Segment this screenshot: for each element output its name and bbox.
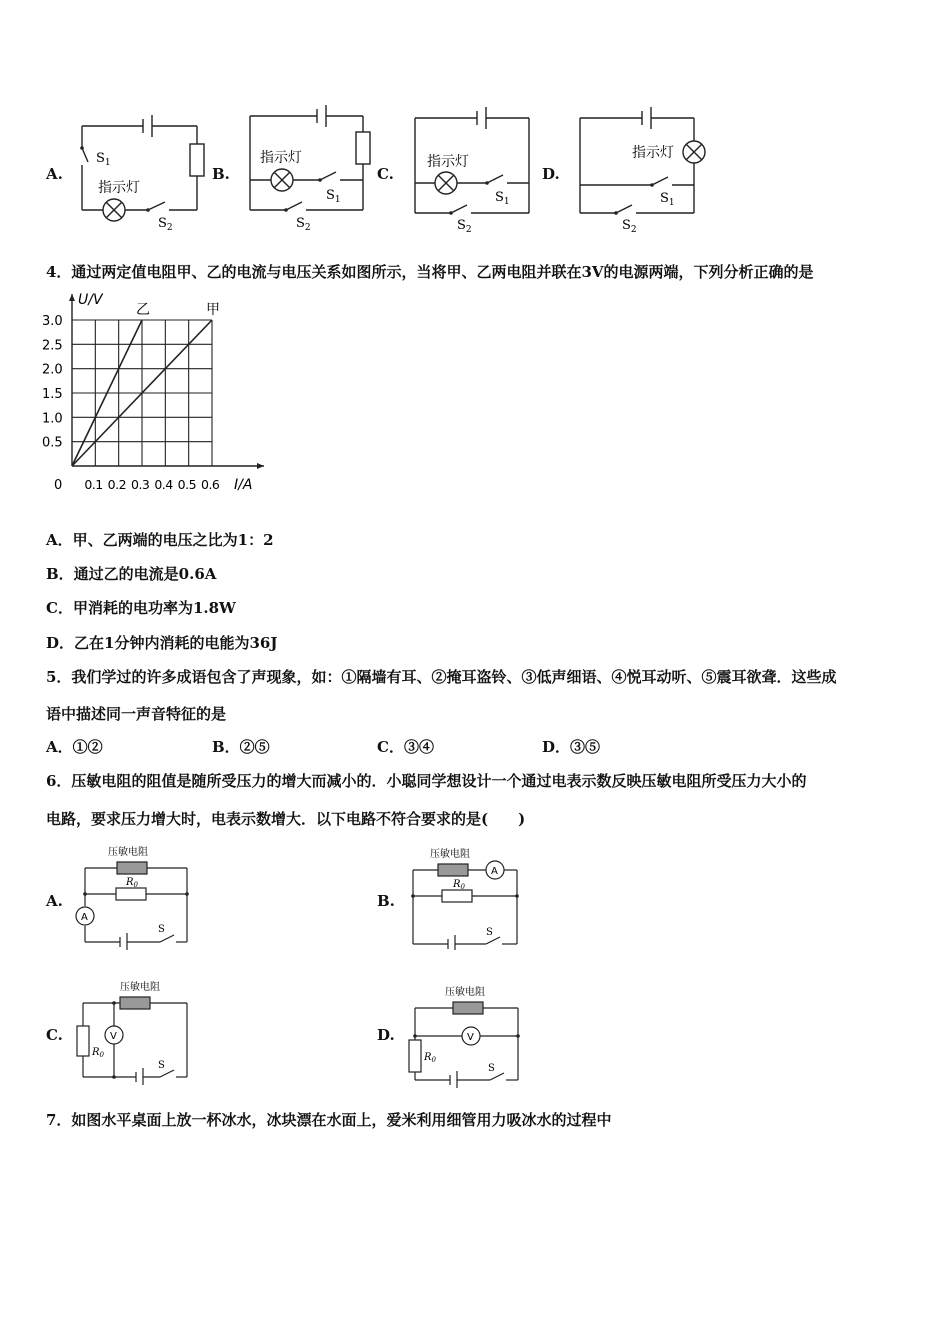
q6-option-d-circuit [400, 978, 530, 1088]
q4-option-c: C．甲消耗的电功率为1.8W [46, 599, 236, 617]
q3-option-d-label: D. [542, 165, 560, 183]
q3-option-a-circuit [70, 110, 210, 235]
svg-text:S2: $S_2$ [158, 216, 173, 233]
chart-y-axis-label: U/V [78, 292, 103, 308]
chart-x-tick-label: 0.2 [107, 477, 127, 492]
q4-ui-chart [40, 288, 275, 498]
q6-option-a-circuit [70, 840, 200, 950]
q6c-sensor-label: 压敏电阻 [120, 982, 160, 993]
q6d-sensor-label: 压敏电阻 [445, 987, 485, 998]
svg-text:S2: $S_2$ [622, 218, 637, 235]
q5-stem-line2: 语中描述同一声音特征的是 [46, 705, 227, 723]
svg-text:S1: $S_1$ [326, 188, 341, 205]
q6-option-a-label: A. [46, 892, 63, 910]
q6-option-c-label: C. [46, 1026, 63, 1044]
q3-option-c-label: C. [377, 165, 394, 183]
q3-option-c-circuit [405, 100, 540, 235]
q6-stem-line1: 6．压敏电阻的阻值是随所受压力的增大而减小的．小聪同学想设计一个通过电表示数反映压敏电阻所受压力大小的 [46, 772, 807, 790]
q4-option-d: D．乙在1分钟内消耗的电能为36J [46, 634, 278, 652]
chart-x-arrow [257, 463, 264, 469]
q6-stem-line2: 电路，要求压力增大时，电表示数增大．以下电路不符合要求的是( ) [46, 810, 526, 828]
q6-option-d-label: D. [377, 1026, 395, 1044]
q6a-sensor-label: 压敏电阻 [108, 847, 148, 858]
chart-series-label-1: 甲 [206, 302, 220, 318]
q6c-voltmeter: V [110, 1031, 117, 1042]
chart-x-tick-label: 0.4 [154, 477, 173, 492]
chart-x-tick-label: 0.1 [84, 477, 103, 492]
chart-x-axis-label: I/A [234, 477, 253, 493]
q3-option-d-circuit [570, 100, 720, 235]
chart-series-label-0: 乙 [136, 302, 150, 318]
q6b-ammeter: A [491, 866, 498, 877]
svg-text:S: S [488, 1063, 495, 1074]
svg-text:S: S [486, 927, 493, 938]
q6-option-b-circuit [400, 840, 530, 950]
chart-y-tick-label: 2.5 [42, 338, 63, 354]
q3c-lamp-label: 指示灯 [427, 154, 469, 170]
q3-option-b-label: B. [212, 165, 230, 183]
chart-y-tick-label: 0.5 [42, 435, 63, 451]
chart-y-tick-label: 1.0 [42, 411, 63, 427]
q4-option-a: A．甲、乙两端的电压之比为1：2 [46, 531, 274, 549]
chart-y-tick-label: 2.0 [42, 362, 63, 378]
q5-option-d: D．③⑤ [542, 738, 601, 756]
svg-text:R0: $R_0$ [126, 877, 138, 889]
q3d-lamp-label: 指示灯 [632, 145, 674, 161]
chart-x-tick-label: 0.6 [201, 477, 220, 492]
q3-option-a-label: A. [46, 165, 63, 183]
chart-x-tick-label: 0.3 [131, 477, 150, 492]
svg-text:S: S [158, 1060, 165, 1071]
chart-y-tick-label: 1.5 [42, 387, 63, 402]
svg-text:R0: $R_0$ [453, 879, 465, 891]
q6d-voltmeter: V [467, 1032, 474, 1043]
svg-text:R0: $R_0$ [92, 1047, 104, 1059]
q6a-ammeter: A [81, 912, 88, 923]
svg-text:S2: $S_2$ [296, 216, 311, 233]
q5-option-a: A．①② [46, 738, 103, 756]
chart-x-tick-label: 0.5 [177, 477, 197, 492]
svg-text:R0: $R_0$ [424, 1052, 436, 1064]
svg-text:S1: $S_1$ [96, 151, 111, 168]
q6-option-c-circuit [70, 975, 200, 1085]
q7-stem: 7．如图水平桌面上放一杯冰水，冰块漂在水面上，爱米利用细管用力吸冰水的过程中 [46, 1111, 612, 1129]
svg-text:S1: $S_1$ [495, 190, 510, 207]
svg-text:S1: $S_1$ [660, 191, 675, 208]
q3a-s1: S [96, 151, 105, 166]
q3b-lamp-label: 指示灯 [260, 150, 302, 166]
q3a-lamp-label: 指示灯 [98, 180, 140, 196]
q6b-sensor-label: 压敏电阻 [430, 849, 470, 860]
q4-option-b: B．通过乙的电流是0.6A [46, 565, 217, 583]
svg-text:S2: $S_2$ [457, 218, 472, 235]
q5-option-c: C．③④ [377, 738, 434, 756]
chart-y-tick-label: 3.0 [42, 314, 63, 329]
q3a-s2: S [158, 216, 167, 231]
q5-stem-line1: 5．我们学过的许多成语包含了声现象，如：①隔墙有耳、②掩耳盗铃、③低声细语、④悦耳动听、⑤震耳欲聋．这些成 [46, 668, 837, 686]
q6-option-b-label: B. [377, 892, 395, 910]
chart-y-arrow [69, 294, 75, 301]
chart-origin-label: 0 [54, 478, 63, 493]
q4-stem: 4．通过两定值电阻甲、乙的电流与电压关系如图所示，当将甲、乙两电阻并联在3V的电源两端，下列分析正确的是 [46, 263, 814, 281]
q3-option-b-circuit [240, 100, 380, 235]
svg-text:S: S [158, 924, 165, 935]
q5-option-b: B．②⑤ [212, 738, 270, 756]
